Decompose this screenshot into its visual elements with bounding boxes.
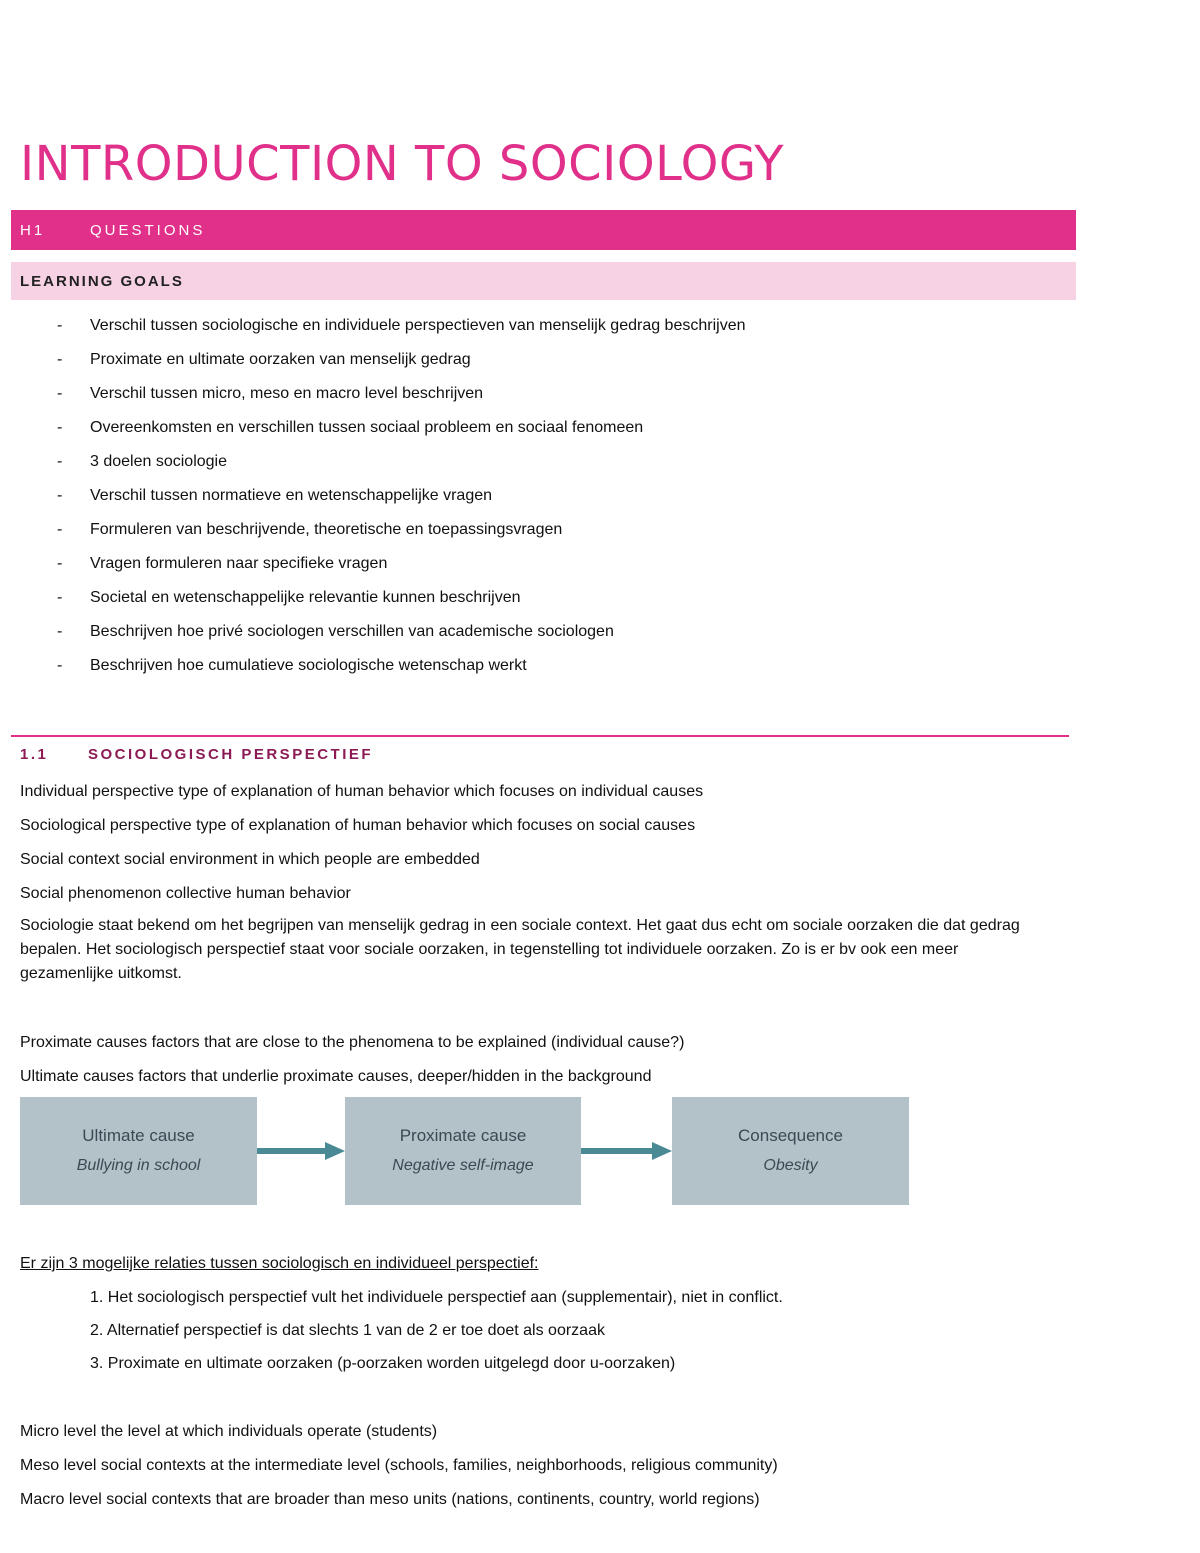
- list-item-text: Proximate en ultimate oorzaken van menselijk gedrag: [90, 351, 471, 368]
- list-dash: -: [57, 487, 63, 504]
- list-dash: -: [57, 555, 63, 572]
- diagram-box-title: Consequence: [738, 1126, 843, 1145]
- definition-social-phenomenon: Social phenomenon collective human behavior: [20, 885, 351, 902]
- diagram-box-proximate-cause: [345, 1097, 581, 1205]
- list-item-text: Formuleren van beschrijvende, theoretische en toepassingsvragen: [90, 521, 563, 538]
- definition-ultimate-causes: Ultimate causes factors that underlie proximate causes, deeper/hidden in the background: [20, 1068, 652, 1085]
- list-dash: -: [57, 419, 63, 436]
- chapter-label: QUESTIONS: [90, 222, 206, 239]
- definition-micro-level: Micro level the level at which individuals operate (students): [20, 1423, 438, 1440]
- list-dash: -: [57, 317, 63, 334]
- learning-goals-heading: LEARNING GOALS: [11, 262, 1076, 300]
- diagram-box-example: Bullying in school: [76, 1157, 201, 1174]
- paragraph-sociologie: Sociologie staat bekend om het begrijpen van menselijk gedrag in een sociale context. Het gaat dus echt om sociale oorzaken die dat gedrag bepalen. Het sociologisch perspectief staat voor sociale oorzaken, in tegenstelling tot individuele oorzaken. Zo is er bv ook een meer gezamenlijke uitkomst.: [20, 917, 1020, 982]
- definition-social-context: Social context social environment in which people are embedded: [20, 851, 480, 868]
- chapter-number: H1: [20, 222, 46, 239]
- diagram-box-title: Proximate cause: [399, 1126, 527, 1145]
- list-item-text: Overeenkomsten en verschillen tussen sociaal probleem en sociaal fenomeen: [90, 419, 644, 436]
- diagram-box-consequence: [672, 1097, 909, 1205]
- section-label: SOCIOLOGISCH PERSPECTIEF: [88, 746, 374, 763]
- section-divider: [11, 735, 1069, 737]
- list-dash: -: [57, 657, 63, 674]
- section-number: 1.1: [20, 746, 49, 763]
- arrow-right-icon: [257, 1141, 345, 1161]
- definition-individual-perspective: Individual perspective type of explanation of human behavior which focuses on individual causes: [20, 783, 704, 800]
- list-dash: -: [57, 521, 63, 538]
- list-item-text: Beschrijven hoe cumulatieve sociologische wetenschap werkt: [90, 657, 527, 674]
- list-item-text: Verschil tussen micro, meso en macro level beschrijven: [90, 385, 484, 402]
- list-dash: -: [57, 453, 63, 470]
- list-item-text: Beschrijven hoe privé sociologen verschillen van academische sociologen: [90, 623, 614, 640]
- list-item-text: Societal en wetenschappelijke relevantie kunnen beschrijven: [90, 589, 521, 606]
- document-title: INTRODUCTION TO SOCIOLOGY: [20, 136, 785, 192]
- list-item-text: Verschil tussen normatieve en wetenschappelijke vragen: [90, 487, 493, 504]
- relations-heading: Er zijn 3 mogelijke relaties tussen sociologisch en individueel perspectief:: [20, 1255, 539, 1272]
- definition-meso-level: Meso level social contexts at the intermediate level (schools, families, neighborhoods, religious community): [20, 1457, 778, 1474]
- diagram-box-title: Ultimate cause: [82, 1126, 195, 1145]
- diagram-box-example: Negative self-image: [392, 1157, 534, 1174]
- diagram-box-ultimate-cause: [20, 1097, 257, 1205]
- relation-item: 3. Proximate en ultimate oorzaken (p-oorzaken worden uitgelegd door u-oorzaken): [90, 1355, 676, 1372]
- list-dash: -: [57, 623, 63, 640]
- chapter-heading-bar: [11, 210, 1076, 250]
- arrow-right-icon: [581, 1141, 672, 1161]
- list-dash: -: [57, 385, 63, 402]
- relation-item: 2. Alternatief perspectief is dat slechts 1 van de 2 er toe doet als oorzaak: [90, 1322, 605, 1339]
- section-heading: [20, 745, 373, 765]
- definition-macro-level: Macro level social contexts that are broader than meso units (nations, continents, country, world regions): [20, 1491, 760, 1508]
- relation-item: 1. Het sociologisch perspectief vult het individuele perspectief aan (supplementair), niet in conflict.: [90, 1289, 783, 1306]
- definition-proximate-causes: Proximate causes factors that are close to the phenomena to be explained (individual cause?): [20, 1034, 685, 1051]
- list-item-text: 3 doelen sociologie: [90, 453, 227, 470]
- list-dash: -: [57, 351, 63, 368]
- list-dash: -: [57, 589, 63, 606]
- definition-sociological-perspective: Sociological perspective type of explanation of human behavior which focuses on social causes: [20, 817, 696, 834]
- list-item-text: Vragen formuleren naar specifieke vragen: [90, 555, 388, 572]
- diagram-box-example: Obesity: [763, 1157, 818, 1174]
- list-item-text: Verschil tussen sociologische en individuele perspectieven van menselijk gedrag beschrijven: [90, 317, 746, 334]
